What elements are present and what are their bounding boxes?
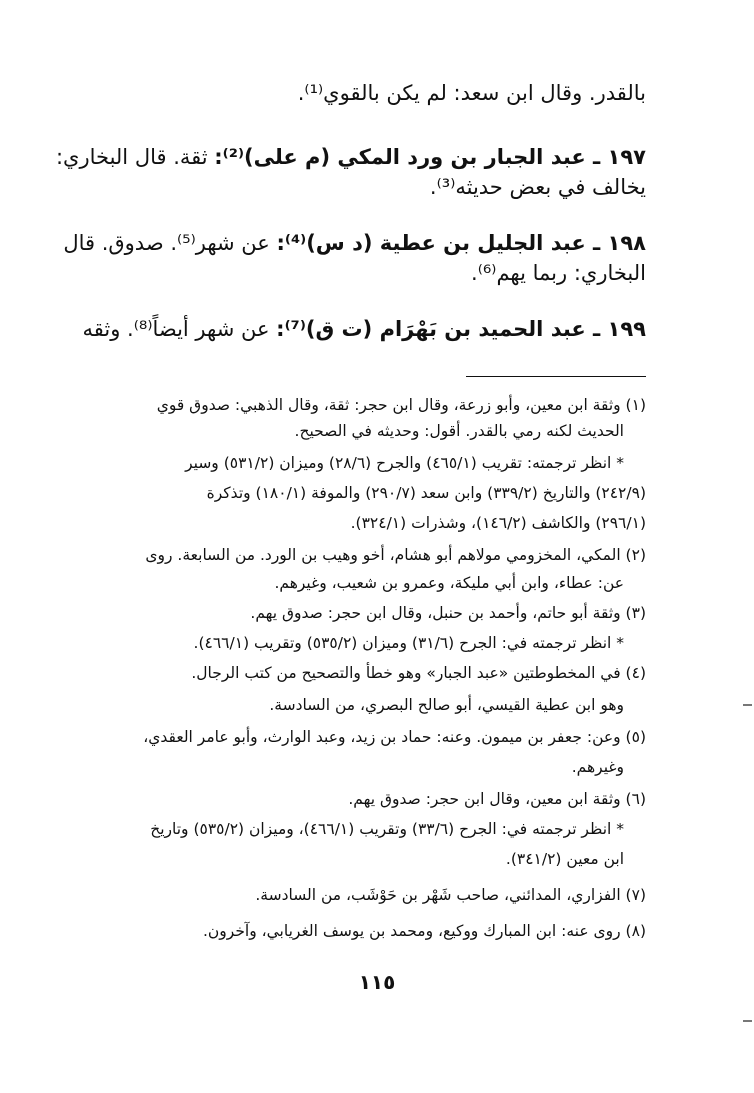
entry-198-line <box>63 228 646 258</box>
footnote-line: (٢٩٦/١) والكاشف (١٤٦/٢)، وشذرات (٣٢٤/١). <box>350 514 646 532</box>
entry-197-heading: ١٩٧ ـ عبد الجبار بن ورد المكي (م على)⁽²⁾: <box>214 145 646 169</box>
entry-198-text: عن شهر⁽⁵⁾. صدوق. قال <box>63 231 277 255</box>
entry-197-line <box>55 142 646 172</box>
footnote-line: (٣) وثقة أبو حاتم، وأحمد بن حنبل، وقال ابن حجر: صدوق يهم. <box>250 604 646 622</box>
footnote-line: * انظر ترجمته في: الجرح (٣٣/٦) وتقريب (٤٦٦/١)، وميزان (٥٣٥/٢) وتاريخ <box>150 820 624 838</box>
footnote-separator <box>466 376 646 377</box>
page-number: ١١٥ <box>358 970 396 994</box>
footnote-line: عن: عطاء، وابن أبي مليكة، وعمرو بن شعيب، وغيرهم. <box>274 574 624 592</box>
entry-199-text: عن شهر أيضاً⁽⁸⁾. وثقه <box>82 317 277 341</box>
footnote-line: ابن معين (٣٤١/٢). <box>505 850 624 868</box>
footnote-line: (٤) في المخطوطتين «عبد الجبار» وهو خطأ والتصحيح من كتب الرجال. <box>191 664 646 682</box>
entry-197-text: ثقة. قال البخاري: <box>55 145 215 169</box>
entry-199-line <box>82 314 646 344</box>
footnote-line: وغيرهم. <box>571 758 624 776</box>
footnote-line: (٢) المكي، المخزومي مولاهم أبو هشام، أخو وهيب بن الورد. من السابعة. روى <box>145 546 646 564</box>
footnote-line: (١) وثقة ابن معين، وأبو زرعة، وقال ابن حجر: ثقة، وقال الذهبي: صدوق قوي <box>156 396 646 414</box>
footnote-line: (٧) الفزاري، المدائني، صاحب شَهْر بن حَوْشَب، من السادسة. <box>255 886 646 904</box>
main-text-line: يخالف في بعض حديثه⁽³⁾. <box>429 175 646 199</box>
footnote-line: * انظر ترجمته في: الجرح (٣١/٦) وميزان (٥٣٥/٢) وتقريب (٤٦٦/١). <box>193 634 624 652</box>
entry-198-heading: ١٩٨ ـ عبد الجليل بن عطية (د س)⁽⁴⁾: <box>276 231 646 255</box>
scan-edge-mark <box>743 704 752 706</box>
scan-edge-mark <box>743 1020 752 1022</box>
footnote-line: (٦) وثقة ابن معين، وقال ابن حجر: صدوق يهم. <box>348 790 646 808</box>
main-text-line: البخاري: ربما يهم⁽⁶⁾. <box>471 261 646 285</box>
footnote-line: * انظر ترجمته: تقريب (٤٦٥/١) والجرح (٢٨/٦) وميزان (٥٣١/٢) وسير <box>185 454 624 472</box>
footnote-line: وهو ابن عطية القيسي، أبو صالح البصري، من السادسة. <box>269 696 624 714</box>
footnote-line: (٢٤٢/٩) والتاريخ (٣٣٩/٢) وابن سعد (٢٩٠/٧) والموفة (١٨٠/١) وتذكرة <box>206 484 646 502</box>
entry-199-heading: ١٩٩ ـ عبد الحميد بن بَهْرَام (ت ق)⁽⁷⁾: <box>276 317 646 341</box>
main-text-line: بالقدر. وقال ابن سعد: لم يكن بالقوي⁽¹⁾. <box>297 81 646 105</box>
footnote-line: الحديث لكنه رمي بالقدر. أقول: وحديثه في الصحيح. <box>294 422 624 440</box>
footnote-line: (٥) وعن: جعفر بن ميمون. وعنه: حماد بن زيد، وعبد الوارث، وأبو عامر العقدي، <box>143 728 646 746</box>
footnote-line: (٨) روى عنه: ابن المبارك ووكيع، ومحمد بن يوسف الغريابي، وآخرون. <box>202 922 646 940</box>
